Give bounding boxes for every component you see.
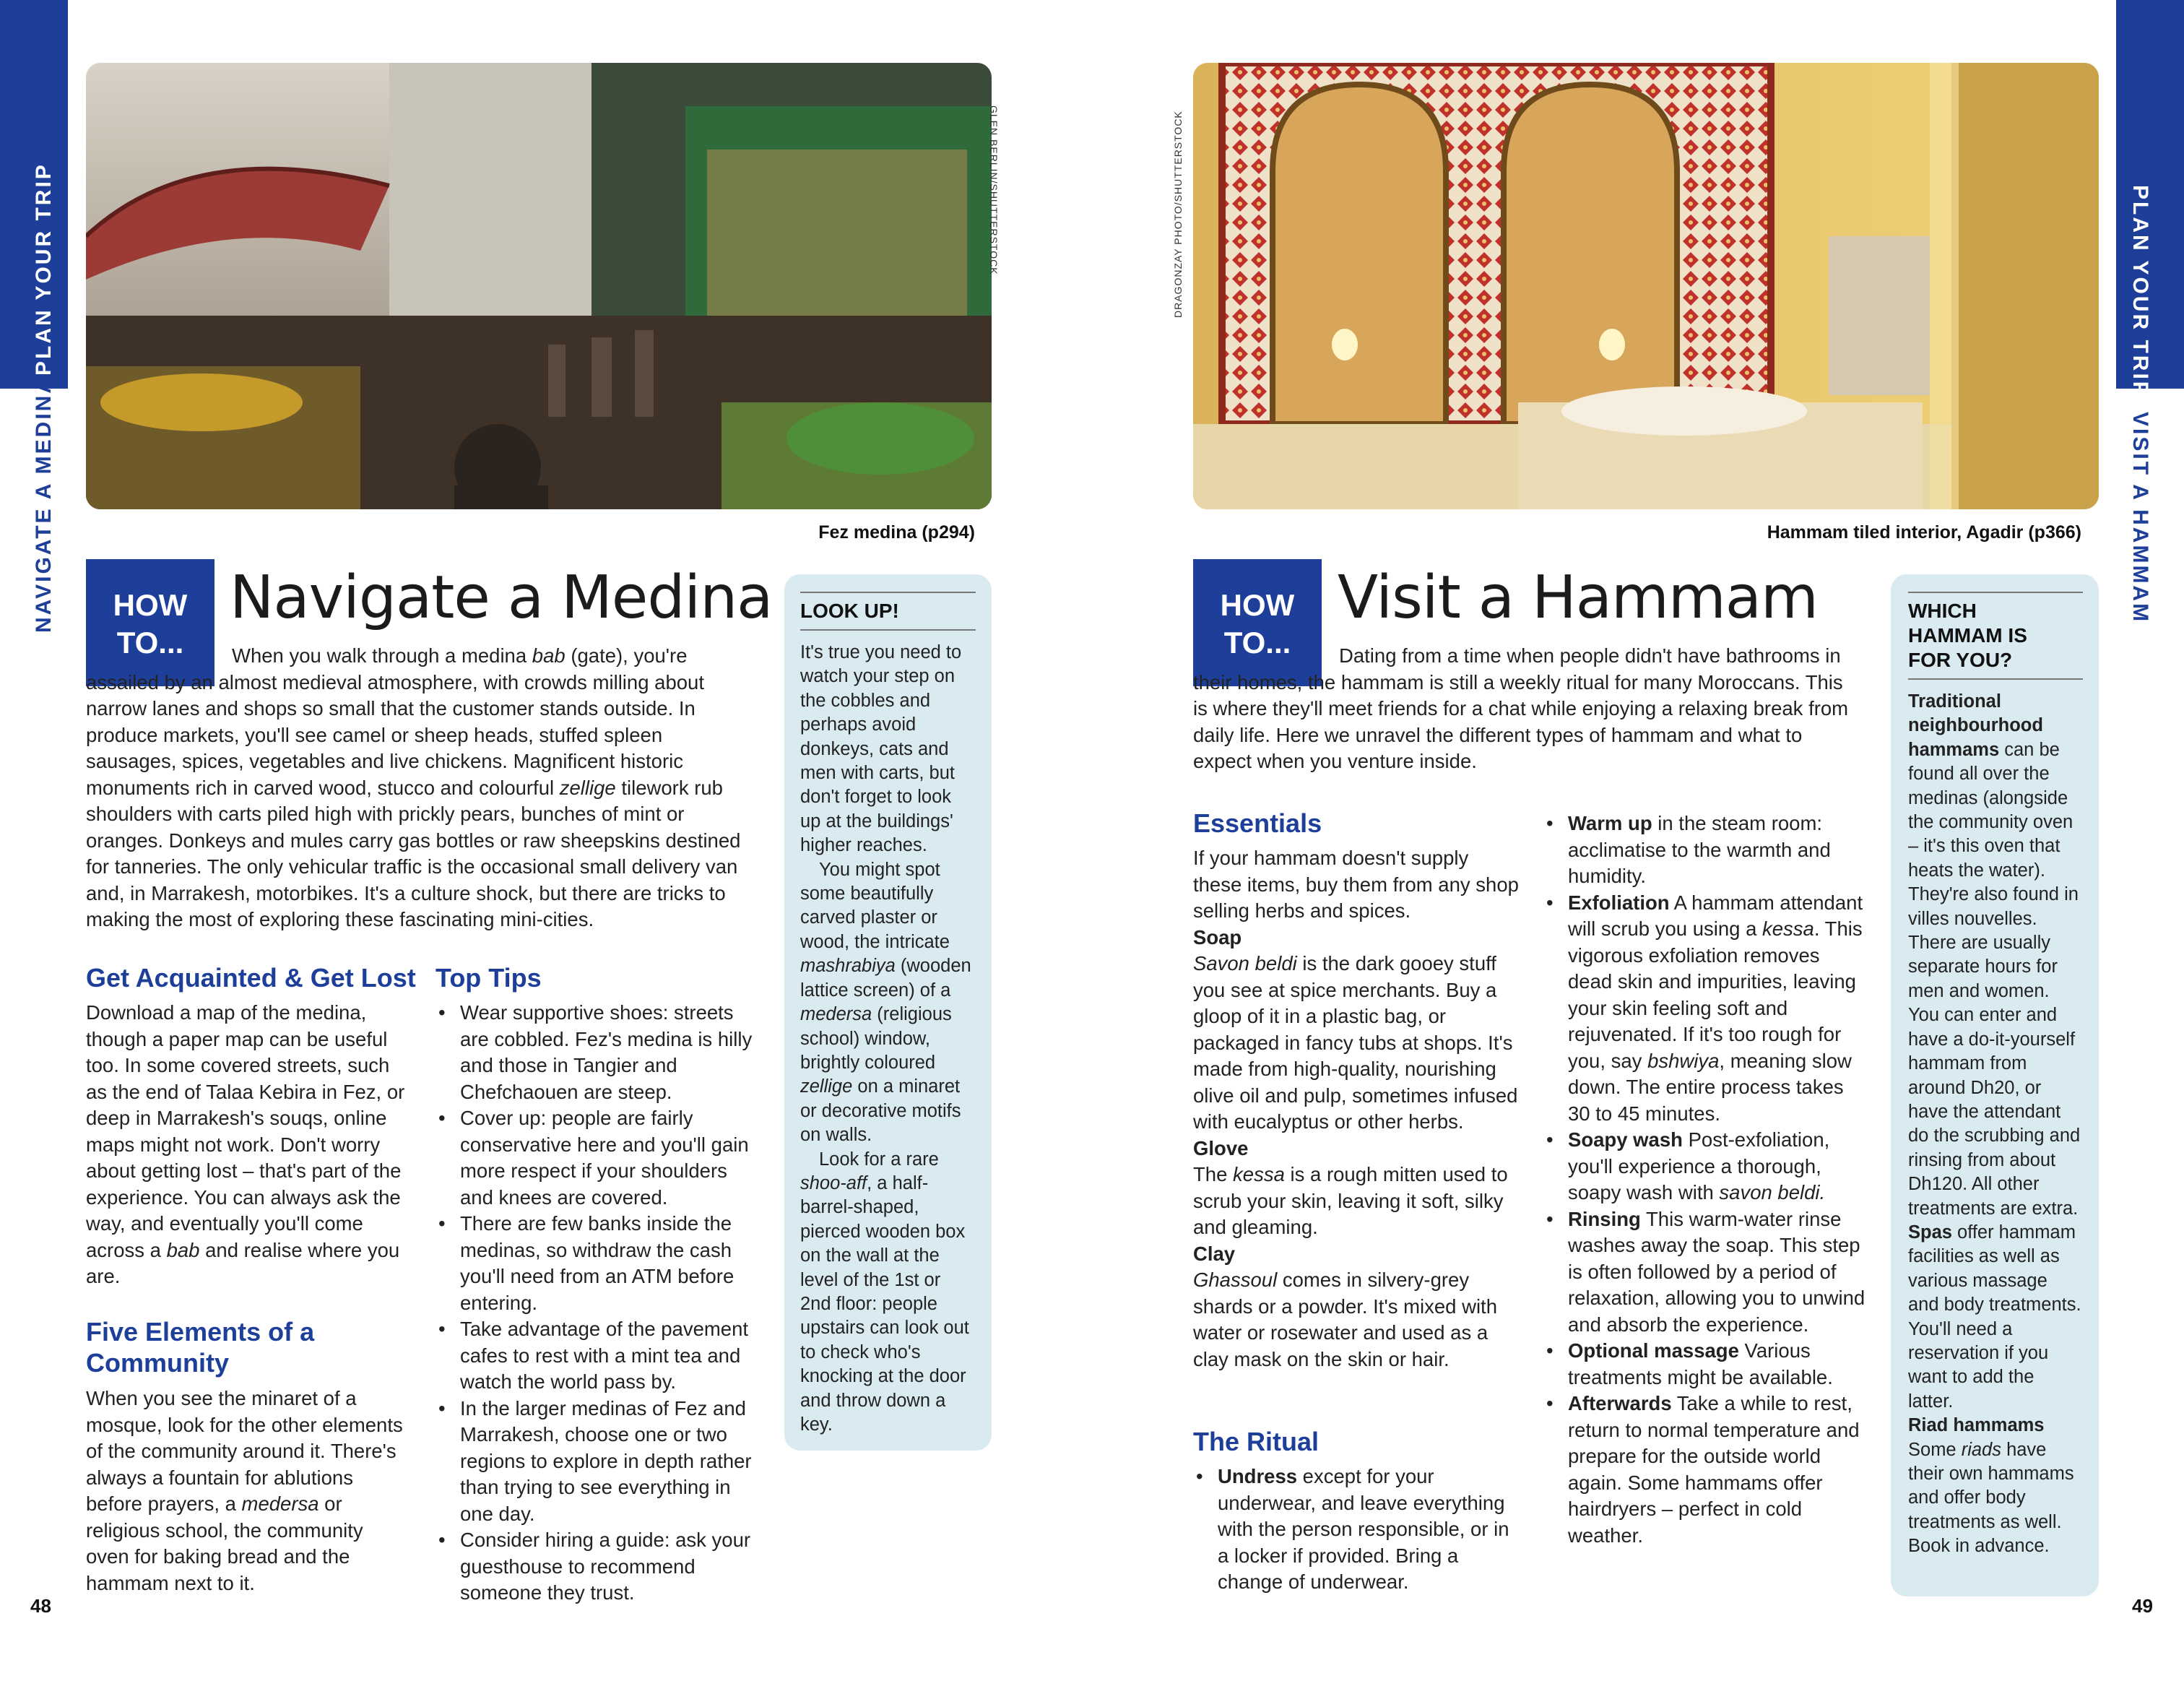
glove-title: Glove xyxy=(1193,1136,1249,1159)
heading-get-acquainted: Get Acquainted & Get Lost xyxy=(86,963,416,993)
massage-text: Various treatments might be available. xyxy=(1568,1339,1833,1388)
section-label-visit-hammam: VISIT A HAMMAM xyxy=(2128,412,2152,624)
how-to-line2: TO... xyxy=(116,626,184,660)
rinsing-text: This warm-water rinse washes away the soap. This step is often followed by a period of relaxation, allowing you to unwind and absorb the experience. xyxy=(1568,1207,1866,1336)
heading-top-tips: Top Tips xyxy=(436,963,542,993)
warmup-bold: Warm up xyxy=(1568,812,1652,834)
soapywash-text: Post-exfoliation, you'll experience a thorough, soapy wash with xyxy=(1568,1128,1830,1204)
undress-text: except for your underwear, and leave everything with the person responsible, or in a locker if provided. Bring a change of underwear. xyxy=(1218,1465,1509,1593)
get-acquainted-text-1: Download a map of the medina, though a paper map can be useful too. In some covered streets, such as the end of Talaa Kebira in Fez, or deep in Marrakesh's souqs, online maps might not work. Don't worry about getting lost – that's part of the experience. You can always ask the way, and eventually you'll come across a xyxy=(86,1001,405,1261)
which-riad-bold: Riad hammams xyxy=(1908,1415,2045,1436)
which-spas-text: offer hammam facilities as well as various massage and body treatments. You'll need a reservation if you want to add the latter. xyxy=(1908,1222,2081,1412)
soapywash-bold: Soapy wash xyxy=(1568,1128,1683,1151)
five-elements-text-1: When you see the minaret of a mosque, look for the other elements of the community around it. There's always a fountain for ablutions before prayers, a xyxy=(86,1387,403,1515)
ritual-afterwards xyxy=(1543,1391,1868,1549)
ritual-list-col1 xyxy=(1193,1464,1515,1596)
look-up-zellige: zellige xyxy=(800,1076,853,1097)
which-traditional-bold: Traditional neighbourhood hammams xyxy=(1908,691,2043,760)
which-hammam-text xyxy=(1908,690,2083,1559)
exfoliation-kessa: kessa xyxy=(1762,917,1814,940)
afterwards-text: Take a while to rest, return to normal temperature and prepare for the outside world again. Some hammams offer hairdryers – perfect in cold weather. xyxy=(1568,1392,1860,1547)
ritual-rinsing xyxy=(1543,1206,1868,1339)
essentials-intro: If your hammam doesn't supply these items, buy them from any shop selling herbs and spices. xyxy=(1193,847,1519,922)
intro-paragraph-right xyxy=(1193,643,1858,775)
plan-your-trip-label-left: PLAN YOUR TRIP xyxy=(32,163,56,376)
photo-caption-left: Fez medina (p294) xyxy=(818,522,975,543)
section-label-navigate-medina: NAVIGATE A MEDINA xyxy=(32,376,56,633)
ritual-undress xyxy=(1193,1464,1515,1596)
look-up-p2-c: (religious school) window, brightly coloured xyxy=(800,1004,952,1073)
afterwards-bold: Afterwards xyxy=(1568,1392,1672,1414)
which-hammam-title: WHICH HAMMAM IS FOR YOU? xyxy=(1908,592,2083,680)
exfoliation-bshwiya: bshwiya xyxy=(1647,1049,1720,1072)
page-title-navigate-medina: Navigate a Medina xyxy=(230,563,773,632)
page-number-right: 49 xyxy=(2132,1595,2153,1617)
look-up-medersa: medersa xyxy=(800,1004,872,1025)
top-tip-item: • Wear supportive shoes: streets are cobbled. Fez's medina is hilly and those in Tangier and Chefchaouen are steep. xyxy=(436,1000,759,1105)
look-up-shoo-aff: shoo-aff xyxy=(800,1172,867,1193)
ritual-list-col2 xyxy=(1543,811,1868,1549)
which-riad-riads: riads xyxy=(1961,1439,2001,1460)
undress-bold: Undress xyxy=(1218,1465,1298,1487)
heading-five-elements: Five Elements of a Community xyxy=(86,1317,315,1378)
essentials-text xyxy=(1193,845,1520,1373)
look-up-text xyxy=(800,641,976,1437)
clay-title: Clay xyxy=(1193,1242,1236,1265)
photo-credit-left: GLEN BERLIN/SHUTTERSTOCK xyxy=(988,105,1000,275)
exfoliation-text-b: . This vigorous exfoliation removes dead skin and impurities, leaving your skin feeling soft and rejuvenated. If it's too rough for you, say xyxy=(1568,917,1863,1072)
get-acquainted-text xyxy=(86,1000,410,1290)
photo-credit-right: DRAGONZAY PHOTO/SHUTTERSTOCK xyxy=(1172,111,1184,318)
warmup-text: in the steam room: acclimatise to the warmth and humidity. xyxy=(1568,812,1831,887)
clay-ghassoul: Ghassoul xyxy=(1193,1269,1278,1291)
look-up-mashrabiya: mashrabiya xyxy=(800,956,896,977)
top-tip-item: • Consider hiring a guide: ask your guesthouse to recommend someone they trust. xyxy=(436,1527,759,1607)
get-acquainted-bab: bab xyxy=(166,1238,200,1261)
soap-text: is the dark gooey stuff you see at spice merchants. Buy a gloop of it in a plastic bag, or packaged in fancy tubs at shops. It's made from high-quality, nourishing olive oil and pulp, sometimes infused with eucalyptus or other herbs. xyxy=(1193,952,1518,1133)
massage-bold: Optional massage xyxy=(1568,1339,1739,1362)
photo-caption-right: Hammam tiled interior, Agadir (p366) xyxy=(1767,522,2081,543)
which-spas-bold: Spas xyxy=(1908,1222,1952,1243)
look-up-p3-a: Look for a rare xyxy=(819,1149,939,1170)
rinsing-bold: Rinsing xyxy=(1568,1207,1641,1230)
soap-title: Soap xyxy=(1193,925,1242,948)
page-number-left: 48 xyxy=(30,1595,51,1617)
clay-text: comes in silvery-grey shards or a powder. It's mixed with water or rosewater and used as a clay mask on the skin or hair. xyxy=(1193,1269,1497,1370)
intro-bab: bab xyxy=(532,644,566,667)
top-tip-item: • Take advantage of the pavement cafes to rest with a mint tea and watch the world pass by. xyxy=(436,1316,759,1396)
soap-savon-beldi: Savon beldi xyxy=(1193,952,1297,975)
how-to-line2-right: TO... xyxy=(1223,626,1291,660)
intro-text-right: Dating from a time when people didn't have bathrooms in their homes, the hammam is still a weekly ritual for many Moroccans. This is where they'll meet friends for a chat while enjoying a relaxing break from daily life. Here we unravel the different types of hammam and what to expect when you venture inside. xyxy=(1193,644,1849,772)
how-to-line1: HOW xyxy=(113,588,188,622)
top-tip-item: • In the larger medinas of Fez and Marrakesh, choose one or two regions to explore in depth rather than trying to see everything in one day. xyxy=(436,1396,759,1528)
fez-medina-photo xyxy=(86,63,992,509)
ritual-exfoliation xyxy=(1543,890,1868,1128)
which-traditional-text: can be found all over the medinas (alongside the community oven – it's this oven that heats the water). They're also found in villes nouvelles. There are usually separate hours for men and women. You can enter and have a do-it-yourself hammam from around Dh20, or have the attendant do the scrubbing and rinsing from about Dh120. All other treatments are extra. xyxy=(1908,739,2081,1219)
glove-kessa: kessa xyxy=(1233,1163,1285,1185)
look-up-p1: It's true you need to watch your step on the cobbles and perhaps avoid donkeys, cats and men with carts, but don't forget to look up at the buildings' higher reaches. xyxy=(800,642,962,856)
intro-zellige: zellige xyxy=(559,776,616,799)
look-up-p3-b: , a half-barrel-shaped, pierced wooden box on the wall at the level of the 1st or 2nd floor: people upstairs can look out to check who's knocking at the door and throw down a key. xyxy=(800,1172,969,1435)
ritual-optional-massage xyxy=(1543,1338,1868,1391)
top-tips-list xyxy=(436,1000,759,1607)
glove-text-b: is a rough mitten used to scrub your skin, leaving it soft, silky and gleaming. xyxy=(1193,1163,1508,1238)
page-title-visit-hammam: Visit a Hammam xyxy=(1338,563,1818,632)
plan-your-trip-label-right: PLAN YOUR TRIP xyxy=(2128,185,2152,398)
soapywash-savon: savon beldi. xyxy=(1719,1181,1826,1204)
five-elements-text-2: or religious school, the community oven for baking bread and the hammam next to it. xyxy=(86,1492,363,1594)
heading-essentials: Essentials xyxy=(1193,808,1322,838)
which-riad-text-a: Some xyxy=(1908,1439,1962,1460)
top-tip-item: • Cover up: people are fairly conservative here and you'll gain more respect if your shoulders and knees are covered. xyxy=(436,1105,759,1211)
intro-text-1: When you walk through a medina xyxy=(232,644,532,667)
five-elements-text xyxy=(86,1386,410,1596)
which-riad-text-b: have their own hammams and offer body treatments as well. Book in advance. xyxy=(1908,1439,2074,1557)
exfoliation-text-c: , meaning slow down. The entire process takes 30 to 45 minutes. xyxy=(1568,1049,1852,1125)
intro-text-3: tilework rub shoulders with carts piled high with prickly pears, bunches of mint or oranges. Donkeys and mules carry gas bottles or raw sheepskins destined for tanneries. The only vehicular traffic is the occasional small delivery van and, in Marrakesh, motorbikes. It's a culture shock, but there are tricks to making the most of exploring these fascinating mini-cities. xyxy=(86,776,741,930)
exfoliation-text-a: A hammam attendant will scrub you using a xyxy=(1568,891,1863,940)
glove-text-a: The xyxy=(1193,1163,1234,1185)
which-hammam-sidebar xyxy=(1891,574,2099,1596)
how-to-line1-right: HOW xyxy=(1220,588,1295,622)
hammam-interior-photo xyxy=(1193,63,2099,509)
intro-paragraph-left xyxy=(86,643,758,933)
exfoliation-bold: Exfoliation xyxy=(1568,891,1670,914)
look-up-p2-d: on a minaret or decorative motifs on walls. xyxy=(800,1076,961,1146)
ritual-warm-up xyxy=(1543,811,1868,890)
look-up-p2-b: (wooden lattice screen) of a xyxy=(800,956,971,1001)
ritual-soapy-wash xyxy=(1543,1127,1868,1206)
heading-the-ritual: The Ritual xyxy=(1193,1427,1320,1456)
get-acquainted-text-2: and realise where you are. xyxy=(86,1238,400,1287)
look-up-title: LOOK UP! xyxy=(800,592,976,631)
intro-text-2: (gate), you're assailed by an almost medieval atmosphere, with crowds milling about narrow lanes and shops so small that the customer stands outside. In produce markets, you'll see camel or sheep heads, stuffed spleen sausages, spices, vegetables and live chickens. Magnificent historic monuments rich in carved wood, stucco and colourful xyxy=(86,644,704,799)
look-up-sidebar xyxy=(784,574,992,1451)
look-up-p2-a: You might spot some beautifully carved plaster or wood, the intricate xyxy=(800,859,950,952)
five-elements-medersa: medersa xyxy=(241,1492,319,1515)
top-tip-item: • There are few banks inside the medinas, so withdraw the cash you'll need from an ATM before entering. xyxy=(436,1211,759,1316)
